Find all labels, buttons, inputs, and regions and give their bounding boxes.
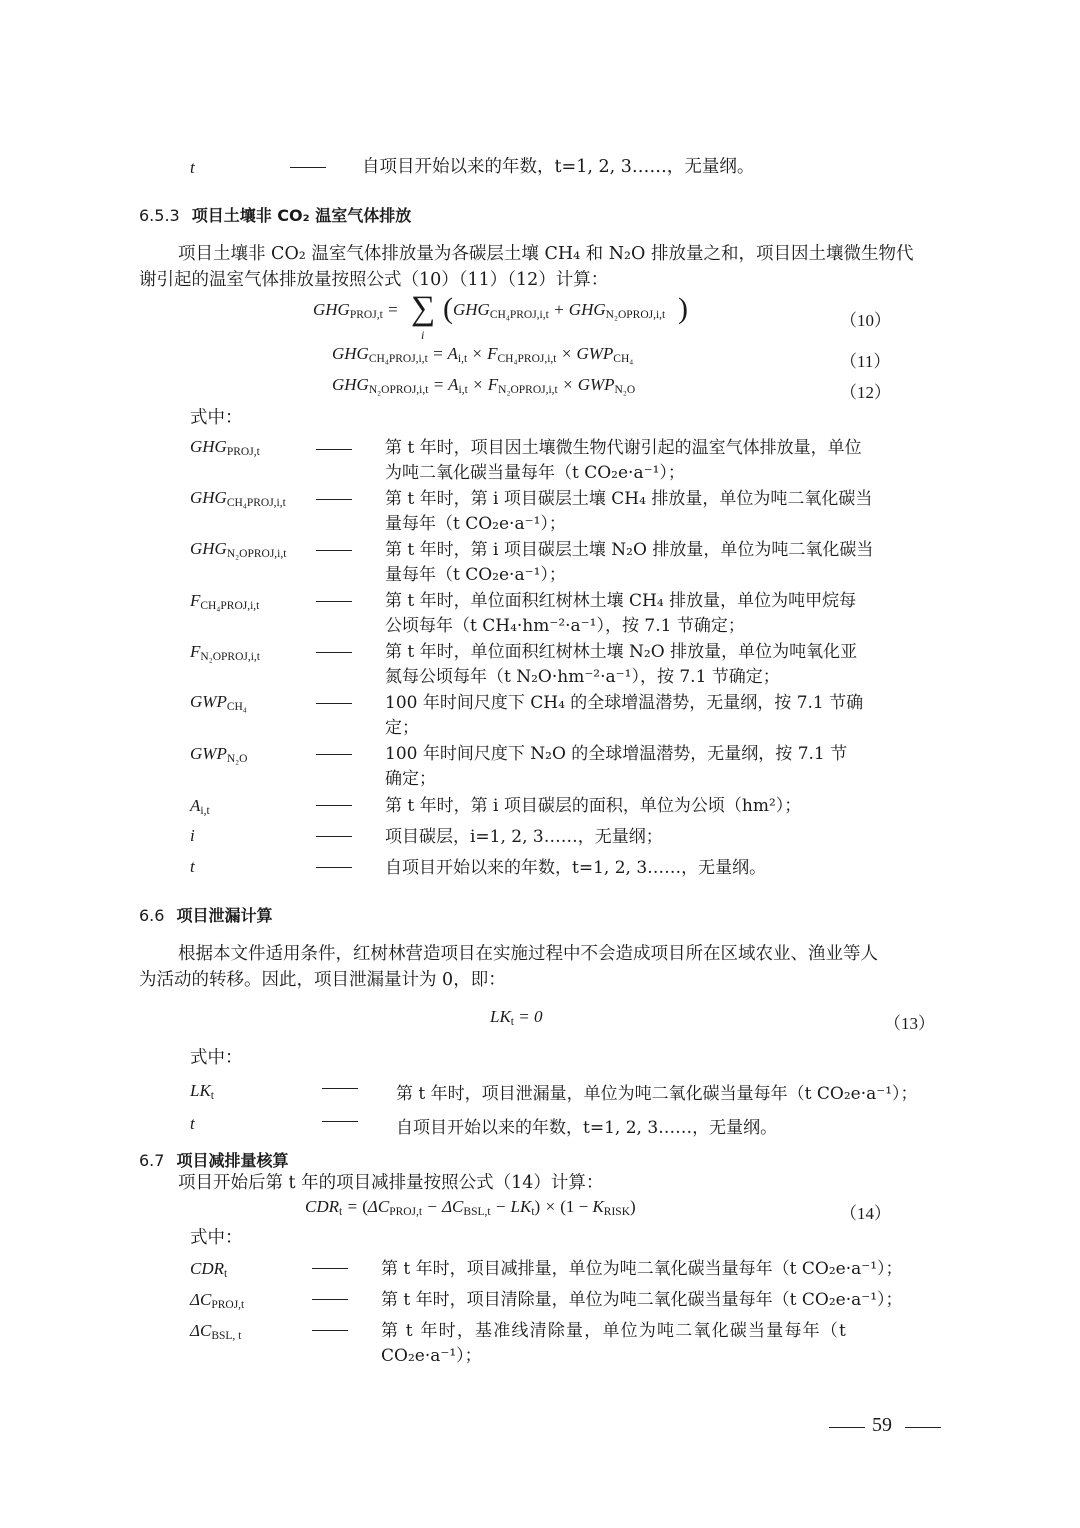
symbol-t: t — [190, 1114, 195, 1133]
page-number-dash-left — [829, 1427, 865, 1428]
dash — [316, 836, 352, 837]
var-desc: 第 t 年时，项目泄漏量，单位为吨二氧化碳当量每年（t CO₂e·a⁻¹）； — [396, 1084, 918, 1104]
equation-number: （12） — [840, 383, 891, 402]
equation-number: （14） — [840, 1204, 891, 1223]
var-desc: 100 年时间尺度下 CH₄ 的全球增温潜势，无量纲，按 7.1 节确 定； — [385, 693, 864, 738]
var-desc: 自项目开始以来的年数，t=1, 2, 3……，无量纲。 — [385, 858, 767, 878]
dash — [312, 1299, 348, 1300]
symbol-f-n2o: $F_{N_2OPROJ,i,t}$ — [190, 642, 260, 663]
dash — [316, 652, 352, 653]
equation-number: （10） — [840, 311, 891, 330]
paragraph: 项目开始后第 t 年的项目减排量按照公式（14）计算： — [178, 1173, 604, 1193]
symbol-a: $A_{i,t}$ — [190, 796, 210, 817]
dash — [316, 805, 352, 806]
dash — [322, 1088, 358, 1089]
dash — [316, 867, 352, 868]
equation-11: $GHG_{CH_4PROJ,i,t} = A_{i,t} \times F_{CH_4PROJ,i,t} \times GWP_{CH_4}$ — [332, 344, 634, 365]
symbol-gwp-n2o: $GWP_{N_2O}$ — [190, 744, 248, 765]
dash — [316, 754, 352, 755]
where-label: 式中： — [190, 408, 243, 428]
var-desc: 第 t 年时，单位面积红树林土壤 N₂O 排放量，单位为吨氧化亚 氮每公顷每年（t N₂O·hm⁻²·a⁻¹），按 7.1 节确定； — [385, 642, 858, 687]
dash — [316, 499, 352, 500]
paragraph: 根据本文件适用条件，红树林营造项目在实施过程中不会造成项目所在区域农业、渔业等人 — [178, 944, 878, 964]
section-heading-6-7: 6.7 项目减排量核算 — [139, 1151, 289, 1170]
equation-14: $CDR_t = (\Delta C_{PROJ,t} - \Delta C_{BSL,t} - LK_t) \times (1 - K_{RISK})$ — [305, 1197, 636, 1218]
equation-number: （11） — [840, 352, 891, 371]
page-number: 59 — [872, 1414, 892, 1436]
symbol-ghg-ch4: $GHG_{CH_4PROJ,i,t}$ — [190, 488, 286, 509]
symbol-delta-c-bsl: $\Delta C_{BSL, t}$ — [190, 1321, 242, 1342]
symbol-gwp-ch4: $GWP_{CH_4}$ — [190, 692, 247, 713]
dash — [316, 550, 352, 551]
symbol-lk: $LK_t$ — [190, 1081, 214, 1102]
var-desc: 自项目开始以来的年数，t=1, 2, 3……，无量纲。 — [362, 157, 755, 177]
symbol-ghg-n2o: $GHG_{N_2OPROJ,i,t}$ — [190, 539, 287, 560]
dash — [322, 1121, 358, 1122]
dash — [316, 449, 352, 450]
paragraph: 为活动的转移。因此，项目泄漏量计为 0，即： — [139, 970, 506, 990]
where-label: 式中： — [190, 1228, 243, 1248]
var-desc: 项目碳层，i=1, 2, 3……，无量纲； — [385, 827, 663, 847]
var-desc: 第 t 年时，基准线清除量，单位为吨二氧化碳当量每年（t CO₂e·a⁻¹）； — [381, 1321, 848, 1366]
paragraph: 谢引起的温室气体排放量按照公式（10）（11）（12）计算： — [139, 270, 609, 290]
dash — [316, 601, 352, 602]
var-desc: 第 t 年时，单位面积红树林土壤 CH₄ 排放量，单位为吨甲烷每 公顷每年（t CH₄·hm⁻²·a⁻¹），按 7.1 节确定； — [385, 591, 857, 636]
symbol-t: t — [190, 857, 195, 876]
section-heading-6-5-3: 6.5.3 项目土壤非 CO₂ 温室气体排放 — [139, 206, 412, 225]
var-desc: 第 t 年时，第 i 项目碳层土壤 CH₄ 排放量，单位为吨二氧化碳当 量每年（t CO₂e·a⁻¹）； — [385, 489, 873, 534]
var-desc: 第 t 年时，项目清除量，单位为吨二氧化碳当量每年（t CO₂e·a⁻¹）； — [381, 1290, 903, 1310]
symbol-i: i — [190, 826, 195, 845]
symbol-ghg-proj: $GHG_{PROJ,t}$ — [190, 437, 260, 458]
symbol-t: t — [190, 158, 195, 177]
equation-12: $GHG_{N_2OPROJ,i,t} = A_{i,t} \times F_{N_2OPROJ,i,t} \times GWP_{N_2O}$ — [332, 375, 636, 396]
dash — [312, 1330, 348, 1331]
symbol-cdr: $CDR_t$ — [190, 1259, 228, 1280]
section-heading-6-6: 6.6 项目泄漏计算 — [139, 906, 273, 925]
symbol-f-ch4: $F_{CH_4PROJ,i,t}$ — [190, 591, 260, 612]
symbol-delta-c-proj: $\Delta C_{PROJ,t}$ — [190, 1290, 245, 1311]
equation-number: （13） — [884, 1014, 935, 1033]
page-number-dash-right — [905, 1427, 941, 1428]
var-desc: 第 t 年时，项目因土壤微生物代谢引起的温室气体排放量，单位 为吨二氧化碳当量每年（t CO₂e·a⁻¹）； — [385, 438, 862, 483]
var-desc: 第 t 年时，第 i 项目碳层的面积，单位为公顷（hm²）； — [385, 796, 802, 816]
where-label: 式中： — [190, 1048, 243, 1068]
var-desc: 100 年时间尺度下 N₂O 的全球增温潜势，无量纲，按 7.1 节 确定； — [385, 744, 848, 789]
dash — [316, 703, 352, 704]
equation-13: $LK_t = 0$ — [490, 1007, 543, 1028]
dash — [290, 167, 326, 168]
var-desc: 第 t 年时，项目减排量，单位为吨二氧化碳当量每年（t CO₂e·a⁻¹）； — [381, 1259, 903, 1279]
dash — [312, 1268, 348, 1269]
var-desc: 第 t 年时，第 i 项目碳层土壤 N₂O 排放量，单位为吨二氧化碳当 量每年（t CO₂e·a⁻¹）； — [385, 540, 874, 585]
var-desc: 自项目开始以来的年数，t=1, 2, 3……，无量纲。 — [396, 1118, 778, 1138]
paragraph: 项目土壤非 CO₂ 温室气体排放量为各碳层土壤 CH₄ 和 N₂O 排放量之和，项目因土壤微生物代 — [178, 244, 914, 264]
